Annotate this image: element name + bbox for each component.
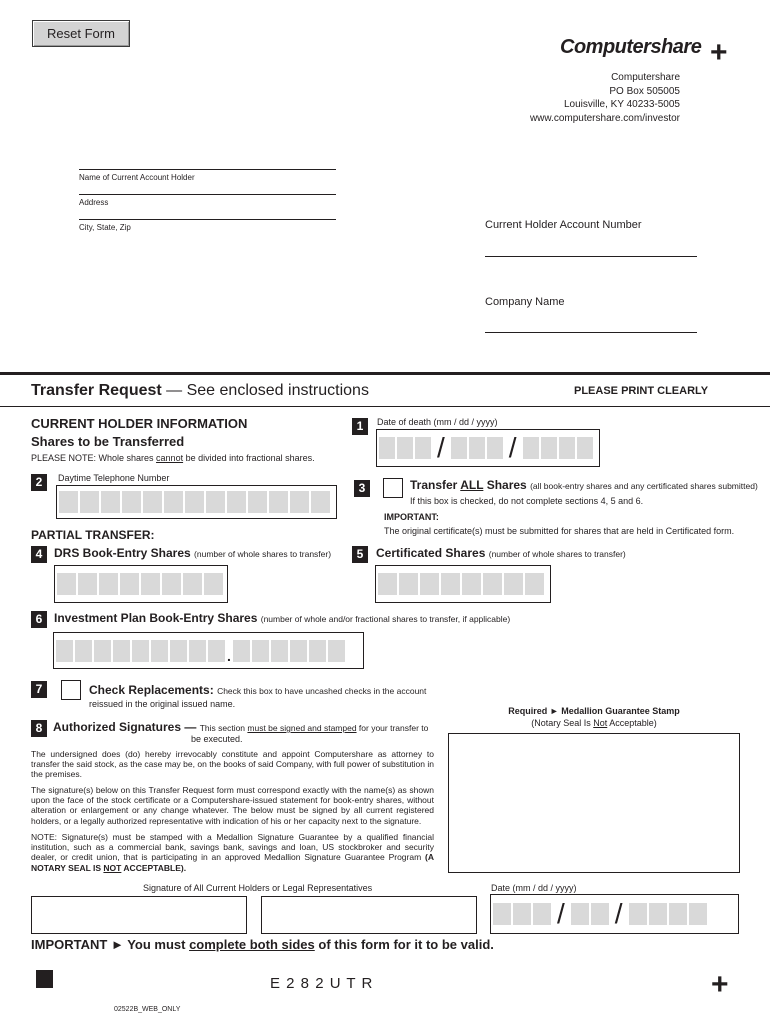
date-of-death-label: Date of death (mm / dd / yyyy) — [377, 417, 498, 427]
digit-cell — [170, 640, 187, 662]
signature-match-paragraph: The signature(s) below on this Transfer Request form must correspond exactly with the name(s) as shown upon the face of the stock certificate or a Computershare-issued statement for book-entry shares, without alteration or enlargement or any change whatever. The below must be signed by all current registered holders, or a legally authorized representative with indication of his or her capacity next to the signature. — [31, 785, 434, 826]
company-name-field[interactable] — [485, 332, 697, 333]
digit-cell — [290, 491, 309, 513]
account-number-label: Current Holder Account Number — [485, 219, 642, 231]
drs-title: DRS Book-Entry Shares (number of whole shares to transfer) — [54, 546, 332, 560]
check-replacements-checkbox[interactable] — [61, 680, 81, 700]
digit-cell — [227, 491, 246, 513]
attorney-paragraph: The undersigned does (do) hereby irrevocably constitute and appoint Computershare as attorney to transfer the said stock, as the case may be, on the books of said Company, with full power of substitution in the premises. — [31, 749, 434, 780]
investment-plan-shares-input[interactable] — [53, 632, 364, 669]
digit-cell — [56, 640, 73, 662]
digit-cell — [94, 640, 111, 662]
digit-cell — [57, 573, 76, 595]
certificated-title: Certificated Shares (number of whole shares to transfer) — [376, 546, 626, 560]
digit-cell — [487, 437, 503, 459]
digit-cell — [151, 640, 168, 662]
account-number-field[interactable] — [485, 256, 697, 257]
digit-cell — [75, 640, 92, 662]
registration-plus-mark-bottom: + — [711, 968, 729, 1001]
computershare-logo — [560, 36, 701, 59]
digit-cell — [233, 640, 250, 662]
digit-cell — [78, 573, 97, 595]
digit-cell — [441, 573, 460, 595]
phone-label: Daytime Telephone Number — [58, 473, 170, 483]
section-6-number: 6 — [31, 611, 47, 628]
date-separator: / — [437, 432, 445, 463]
address-line-3: Louisville, KY 40233-5005 — [563, 99, 680, 111]
section-2-number: 2 — [31, 474, 47, 491]
name-field-line[interactable] — [79, 169, 336, 170]
digit-cell — [462, 573, 481, 595]
digit-cell — [577, 437, 593, 459]
digit-cell — [504, 573, 523, 595]
date-separator: / — [614, 898, 623, 929]
medallion-heading: Required ► Medallion Guarantee Stamp — [508, 706, 680, 716]
digit-cell — [162, 573, 181, 595]
digit-cell — [379, 437, 395, 459]
digit-cell — [99, 573, 118, 595]
address-line-4: www.computershare.com/investor — [529, 112, 680, 124]
digit-cell — [649, 903, 667, 925]
digit-cell — [290, 640, 307, 662]
digit-cell — [309, 640, 326, 662]
medallion-note-paragraph: NOTE: Signature(s) must be stamped with a Medallion Signature Guarantee by a qualified financial institution, such as a commercial bank, savings bank, savings and loan, US stockbroker and security dealer, or credit union, that is participating in an approved Medallion Signature Guarantee Program (A NOTARY SEAL IS NOT ACCEPTABLE). — [31, 832, 434, 873]
digit-cell — [185, 491, 204, 513]
digit-cell — [669, 903, 687, 925]
address-line-2: PO Box 505005 — [609, 85, 680, 97]
current-holder-heading: CURRENT HOLDER INFORMATION — [31, 416, 248, 431]
digit-cell — [378, 573, 397, 595]
digit-cell — [493, 903, 511, 925]
digit-cell — [132, 640, 149, 662]
date-separator: / — [557, 898, 565, 929]
check-replacements-title: Check Replacements: Check this box to have uncashed checks in the account — [89, 683, 427, 697]
city-field-label: City, State, Zip — [79, 223, 131, 232]
digit-cell — [269, 491, 288, 513]
registration-square-mark — [36, 970, 53, 988]
digit-cell — [101, 491, 120, 513]
fractional-note: PLEASE NOTE: Whole shares cannot be divided into fractional shares. — [31, 453, 315, 463]
name-field-label: Name of Current Account Holder — [79, 173, 195, 182]
digit-cell — [525, 573, 544, 595]
signatures-intro-line2: be executed. — [191, 734, 243, 744]
signature-box-1[interactable] — [31, 896, 247, 934]
digit-cell — [533, 903, 551, 925]
digit-cell — [206, 491, 225, 513]
address-line-1: Computershare — [611, 72, 680, 83]
city-field-line[interactable] — [79, 219, 336, 220]
address-field-label: Address — [79, 198, 109, 207]
digit-cell — [415, 437, 431, 459]
digit-cell — [483, 573, 502, 595]
digit-cell — [328, 640, 345, 662]
digit-cell — [523, 437, 539, 459]
digit-cell — [248, 491, 267, 513]
shares-heading: Shares to be Transferred — [31, 434, 185, 449]
please-print-clearly: PLEASE PRINT CLEARLY — [574, 385, 709, 397]
digit-cell — [399, 573, 418, 595]
section-3-number: 3 — [354, 480, 370, 497]
brand-name: Computershare — [560, 36, 702, 58]
digit-cell — [164, 491, 183, 513]
digit-cell — [120, 573, 139, 595]
phone-input[interactable] — [56, 485, 337, 519]
registration-plus-mark-top: + — [710, 36, 728, 69]
transfer-all-title: Transfer ALL Shares (all book-entry shares and any certificated shares submitted) — [410, 478, 758, 492]
investment-plan-title: Investment Plan Book-Entry Shares (number of whole and/or fractional shares to transfer, if applicable) — [54, 611, 511, 625]
transfer-all-note: If this box is checked, do not complete sections 4, 5 and 6. — [410, 496, 644, 506]
web-code: 02522B_WEB_ONLY — [114, 1006, 181, 1013]
title-bottom-rule — [0, 406, 770, 407]
date-of-death-input[interactable] — [376, 429, 600, 467]
signature-date-input[interactable] — [490, 894, 739, 934]
digit-cell — [469, 437, 485, 459]
digit-cell — [113, 640, 130, 662]
section-8-number: 8 — [31, 720, 47, 737]
mailing-address — [530, 71, 680, 125]
signature-date-label: Date (mm / dd / yyyy) — [491, 883, 577, 893]
signature-label: Signature of All Current Holders or Legal Representatives — [143, 883, 373, 893]
medallion-subheading: (Notary Seal Is Not Acceptable) — [531, 718, 657, 728]
section-1-number: 1 — [352, 418, 368, 435]
important-text: The original certificate(s) must be submitted for shares that are held in Certificated form. — [384, 526, 735, 536]
partial-transfer-heading: PARTIAL TRANSFER: — [31, 528, 155, 542]
address-field-line[interactable] — [79, 194, 336, 195]
digit-cell — [143, 491, 162, 513]
signature-box-2[interactable] — [261, 896, 477, 934]
footer-important: IMPORTANT ► You must complete both sides of this form for it to be valid. — [31, 937, 494, 952]
section-4-number: 4 — [31, 546, 47, 563]
digit-cell — [80, 491, 99, 513]
digit-cell — [629, 903, 647, 925]
title-top-rule — [0, 372, 770, 375]
digit-cell — [689, 903, 707, 925]
digit-cell — [451, 437, 467, 459]
digit-cell — [559, 437, 575, 459]
digit-cell — [541, 437, 557, 459]
date-separator: / — [508, 432, 517, 463]
digit-cell — [204, 573, 223, 595]
form-title: Transfer Request — See enclosed instructions — [31, 382, 369, 399]
digit-cell — [122, 491, 141, 513]
digit-cell — [189, 640, 206, 662]
section-7-number: 7 — [31, 681, 47, 698]
certificated-shares-input[interactable] — [375, 565, 551, 603]
medallion-stamp-box[interactable] — [448, 733, 740, 873]
digit-cell — [420, 573, 439, 595]
important-label: IMPORTANT: — [384, 512, 439, 522]
digit-cell — [311, 491, 330, 513]
digit-cell — [59, 491, 78, 513]
digit-cell — [513, 903, 531, 925]
transfer-all-checkbox[interactable] — [383, 478, 403, 498]
digit-cell — [591, 903, 609, 925]
digit-cell — [252, 640, 269, 662]
digit-cell — [183, 573, 202, 595]
authorized-signatures-title: Authorized Signatures — This section must be signed and stamped for your transfer to — [53, 720, 429, 734]
digit-cell — [571, 903, 589, 925]
check-replacements-text2: reissued in the original issued name. — [89, 699, 236, 709]
decimal-point: . — [227, 648, 231, 664]
section-5-number: 5 — [352, 546, 368, 563]
company-name-label: Company Name — [485, 296, 565, 308]
digit-cell — [271, 640, 288, 662]
digit-cell — [208, 640, 225, 662]
digit-cell — [397, 437, 413, 459]
digit-cell — [141, 573, 160, 595]
form-code: E 2 8 2 U T R — [270, 975, 374, 992]
reset-form-button[interactable]: Reset Form — [32, 20, 130, 47]
drs-shares-input[interactable] — [54, 565, 228, 603]
